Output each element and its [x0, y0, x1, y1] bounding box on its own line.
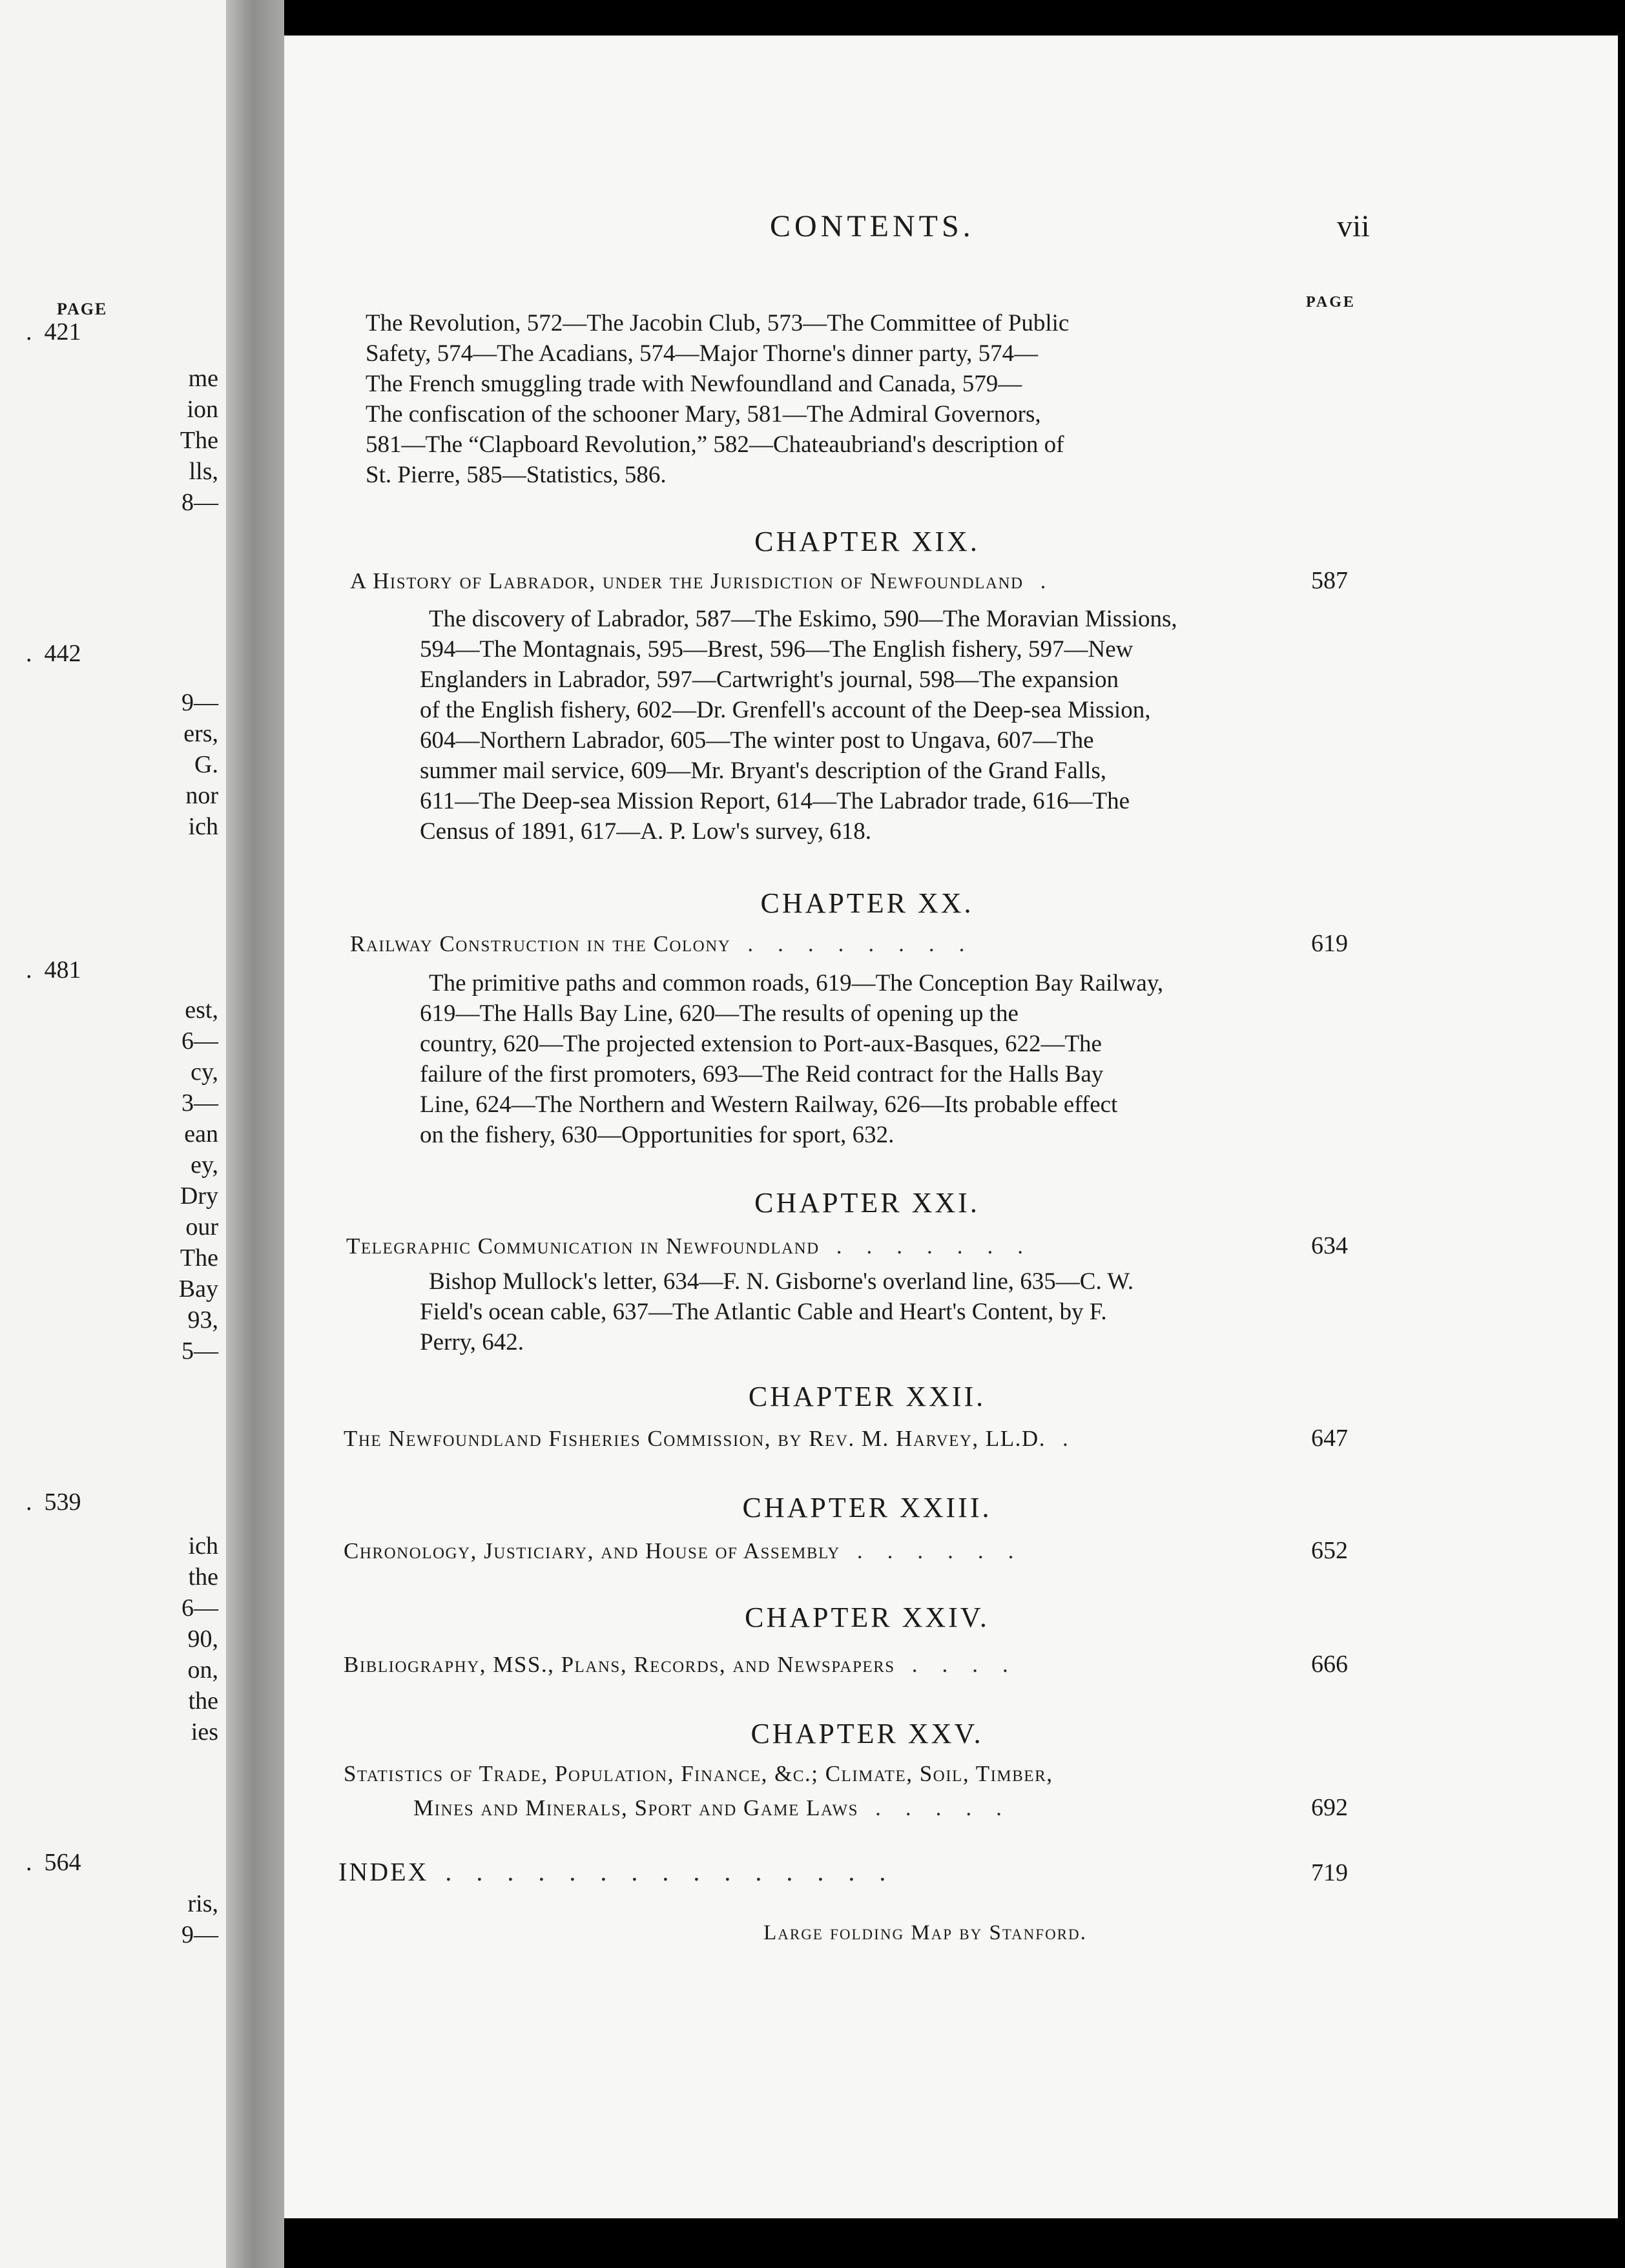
toc-page-number: 666	[1311, 1651, 1348, 1678]
toc-entry-index: INDEX ............... 719	[338, 1857, 1348, 1886]
toc-entry: Bibliography, MSS., Plans, Records, and Newspapers .... 666	[344, 1651, 1348, 1678]
toc-page-number: 647	[1311, 1425, 1348, 1452]
left-page-entry-number: . 539	[26, 1489, 81, 1516]
left-facing-page	[0, 0, 226, 2268]
chapter-summary: The discovery of Labrador, 587—The Eskimo, 590—The Moravian Missions, 594—The Montagnais, 595—Brest, 596—The English fishery, 597—New Englanders in Labrador, 597—Cartwright's journal, 598—The expansion of the English fishery, 602—Dr. Grenfell's account of the Deep-sea Mission, 604—Northern Labrador, 605—The winter post to Ungava, 607—The summer mail service, 609—Mr. Bryant's description of the Grand Falls, 611—The Deep-sea Mission Report, 614—The Labrador trade, 616—The Census of 1891, 617—A. P. Low's survey, 618.	[420, 606, 1177, 845]
chapter-summary-continuation: The Revolution, 572—The Jacobin Club, 573—The Committee of Public Safety, 574—The Acadians, 574—Major Thorne's dinner party, 574— The French smuggling trade with Newfoundland and Canada, 579— The confiscation of the schooner Mary, 581—The Admiral Governors, 581—The “Clapboard Revolution,” 582—Chateaubriand's description of St. Pierre, 585—Statistics, 586.	[366, 310, 1070, 488]
left-page-fragments: ris, 9—	[181, 1890, 218, 1948]
map-note: Large folding Map by Stanford.	[763, 1921, 1087, 1944]
left-page-entry-number: . 564	[26, 1849, 81, 1876]
chapter-heading: CHAPTER XX.	[760, 887, 974, 919]
running-title: CONTENTS.	[770, 209, 975, 243]
chapter-heading: CHAPTER XXIV.	[745, 1602, 989, 1633]
left-page-fragments: ich the 6— 90, on, the ies	[181, 1532, 218, 1746]
left-page-entry-number: . 421	[26, 318, 81, 345]
chapter-heading: CHAPTER XXI.	[754, 1187, 980, 1219]
toc-page-number: 652	[1311, 1537, 1348, 1564]
left-page-entry-number: . 442	[26, 640, 81, 667]
page-folio: vii	[1337, 209, 1370, 243]
toc-page-number: 619	[1311, 930, 1348, 957]
left-page-fragments: 9— ers, G. nor ich	[181, 689, 218, 840]
left-page-fragments: est, 6— cy, 3— ean ey, Dry our The Bay 93, 5—	[178, 996, 218, 1365]
chapter-heading: CHAPTER XXV.	[750, 1718, 984, 1749]
chapter-summary: Bishop Mullock's letter, 634—F. N. Gisborne's overland line, 635—C. W. Field's ocean cable, 637—The Atlantic Cable and Heart's Content, by F. Perry, 642.	[420, 1268, 1134, 1356]
toc-entry: The Newfoundland Fisheries Commission, by Rev. M. Harvey, LL.D. . 647	[344, 1425, 1348, 1452]
toc-entry: Mines and Minerals, Sport and Game Laws ..... 692	[413, 1794, 1348, 1821]
left-page-label: PAGE	[57, 300, 108, 318]
toc-entry: A History of Labrador, under the Jurisdiction of Newfoundland . 587	[350, 567, 1348, 594]
chapter-heading: CHAPTER XIX.	[754, 526, 980, 557]
chapter-heading: CHAPTER XXIII.	[742, 1492, 992, 1523]
toc-page-number: 634	[1311, 1232, 1348, 1259]
chapter-summary: The primitive paths and common roads, 619—The Conception Bay Railway, 619—The Halls Bay Line, 620—The results of opening up the country, 620—The projected extension to Port-aux-Basques, 622—The failure of the first promoters, 693—The Reid contract for the Halls Bay Line, 624—The Northern and Western Railway, 626—Its probable effect on the fishery, 630—Opportunities for sport, 632.	[420, 970, 1164, 1148]
toc-entry: Chronology, Justiciary, and House of Assembly ...... 652	[344, 1537, 1348, 1564]
toc-entry: Railway Construction in the Colony ........ 619	[350, 930, 1348, 957]
left-page-entry-number: . 481	[26, 956, 81, 984]
left-page-fragments: me ion The lls, 8—	[180, 365, 218, 516]
book-gutter	[226, 0, 284, 2268]
toc-page-number: 719	[1311, 1859, 1348, 1886]
page-column-label: PAGE	[1306, 294, 1356, 311]
toc-entry: Telegraphic Communication in Newfoundland ....... 634	[346, 1232, 1348, 1259]
toc-page-number: 692	[1311, 1794, 1348, 1821]
contents-page	[284, 36, 1618, 2218]
toc-page-number: 587	[1311, 567, 1348, 594]
chapter-heading: CHAPTER XXII.	[748, 1381, 986, 1412]
toc-entry-line: Statistics of Trade, Population, Finance, &c.; Climate, Soil, Timber,	[344, 1761, 1053, 1786]
